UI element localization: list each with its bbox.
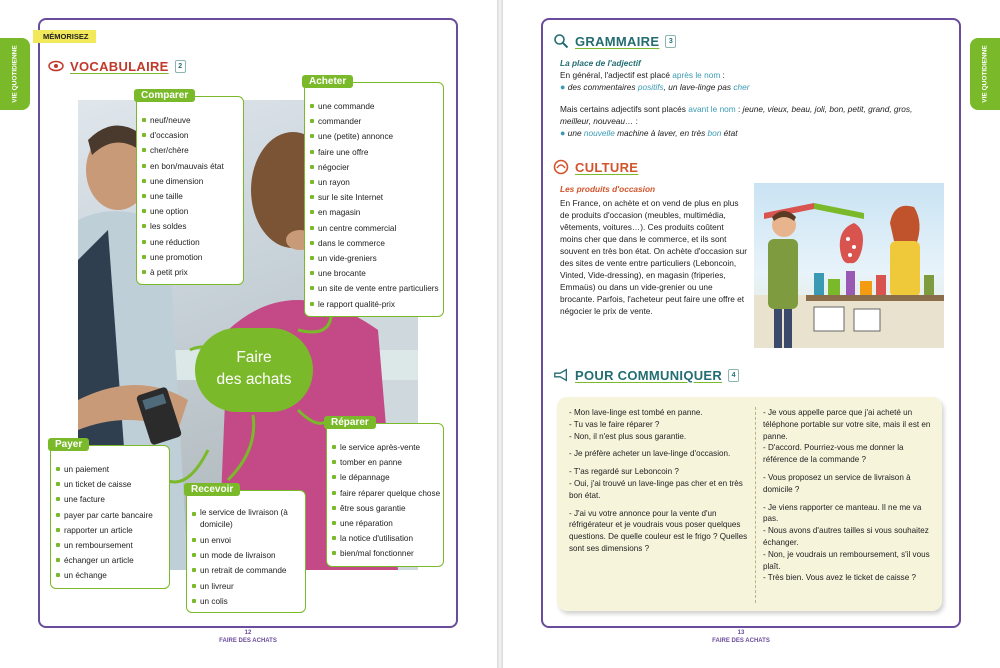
- dialogue-line: - Tu vas le faire réparer ?: [569, 419, 660, 429]
- text: une: [567, 128, 584, 138]
- dialogue-line: - Nous avons d'autres tailles si vous souhaitez échanger.: [763, 526, 929, 547]
- text: , un lave-linge pas: [663, 82, 734, 92]
- grammaire-rule-2: [560, 103, 945, 127]
- highlight: avant le nom: [688, 104, 736, 114]
- acheter-box: [304, 76, 444, 317]
- dialogue-block: [569, 466, 749, 501]
- list-item: en magasin: [310, 205, 438, 220]
- grammaire-example-1: [560, 81, 945, 93]
- comparer-box: [136, 90, 244, 285]
- list-item: une facture: [56, 492, 164, 507]
- dialogue-line: - Vous proposez un service de livraison à domicile ?: [763, 472, 911, 494]
- section-title: CULTURE: [575, 159, 639, 175]
- dialogue-block: [569, 407, 749, 442]
- page-number: 12: [244, 630, 252, 636]
- bullet-icon: ●: [560, 128, 566, 138]
- list-item: une promotion: [142, 250, 238, 265]
- box-title: Payer: [48, 438, 89, 451]
- payer-list: [56, 462, 164, 584]
- text: En général, l'adjectif est placé: [560, 70, 673, 80]
- reparer-box: [326, 417, 444, 567]
- list-item: rapporter un article: [56, 523, 164, 538]
- section-number: 2: [175, 60, 186, 73]
- grammaire-content: [560, 57, 945, 139]
- highlight: après le nom: [672, 70, 721, 80]
- footer-title: FAIRE DES ACHATS: [712, 638, 770, 644]
- section-number: 4: [728, 369, 739, 382]
- book-gutter: [497, 0, 503, 668]
- list-item: les soldes: [142, 219, 238, 234]
- culture-content: [560, 183, 748, 317]
- list-item: une réparation: [332, 516, 438, 531]
- dialogue-line: - D'accord. Pourriez-vous me donner la référence de la commande ?: [763, 443, 904, 465]
- list-item: échanger un article: [56, 553, 164, 568]
- text: des commentaires: [567, 82, 638, 92]
- list-item: tomber en panne: [332, 455, 438, 470]
- list-item: faire réparer quelque chose: [332, 486, 438, 501]
- megaphone-icon: [553, 367, 569, 383]
- list-item: négocier: [310, 160, 438, 175]
- dialogue-left-column: [569, 407, 749, 561]
- highlight: cher: [733, 82, 750, 92]
- list-item: commander: [310, 114, 438, 129]
- acheter-list: [310, 99, 438, 312]
- reparer-list: [332, 440, 441, 562]
- list-item: une (petite) annonce: [310, 129, 438, 144]
- list-item: une réduction: [142, 235, 238, 250]
- list-item: un rayon: [310, 175, 438, 190]
- section-number: 3: [665, 35, 676, 48]
- recevoir-box: [186, 484, 306, 613]
- list-item: neuf/neuve: [142, 113, 238, 128]
- dialogue-line: - Mon lave-linge est tombé en panne.: [569, 408, 703, 417]
- grammaire-heading: [553, 33, 676, 49]
- box-title: Comparer: [134, 89, 195, 102]
- grammaire-subtitle: La place de l'adjectif: [560, 58, 641, 68]
- list-item: le rapport qualité-prix: [310, 297, 438, 312]
- page-number: 13: [737, 630, 745, 636]
- culture-heading: [553, 159, 638, 175]
- culture-icon: [553, 159, 569, 175]
- list-item: d'occasion: [142, 128, 238, 143]
- adjective-list: jeune, vieux, beau, joli, bon, petit, grand, gros, meilleur, nouveau…: [560, 104, 913, 126]
- side-tab-label: VIE QUOTIDIENNE: [11, 45, 19, 103]
- dialogue-line: - Je vous appelle parce que j'ai acheté un téléphone portable sur votre site, mais il est en panne.: [763, 408, 931, 441]
- list-item: faire une offre: [310, 145, 438, 160]
- list-item: une taille: [142, 189, 238, 204]
- highlight: positifs: [637, 82, 664, 92]
- list-item: la notice d'utilisation: [332, 531, 438, 546]
- list-item: le dépannage: [332, 470, 438, 485]
- text: Mais certains adjectifs sont placés: [560, 104, 689, 114]
- highlight: bon: [707, 128, 722, 138]
- dialogue-line: - J'ai vu votre annonce pour la vente d'un réfrigérateur et je voudrais vous poser quelques questions. De quelle couleur est le frigo ? Quelles sont ses dimensions ?: [569, 508, 748, 553]
- page-footer: [681, 629, 801, 645]
- dialogue-line: - T'as regardé sur Leboncoin ?: [569, 467, 679, 477]
- list-item: une dimension: [142, 174, 238, 189]
- list-item: en bon/mauvais état: [142, 159, 238, 174]
- list-item: un envoi: [192, 533, 300, 548]
- list-item: un centre commercial: [310, 221, 438, 236]
- text: :: [720, 70, 725, 80]
- list-item: un ticket de caisse: [56, 477, 164, 492]
- box-title: Acheter: [302, 75, 353, 88]
- dialogue-block: [569, 508, 749, 555]
- highlight: nouvelle: [583, 128, 615, 138]
- grammaire-example-2: [560, 127, 945, 139]
- box-title: Recevoir: [184, 483, 240, 496]
- list-item: sur le site Internet: [310, 190, 438, 205]
- faire-des-achats-bubble: [195, 328, 313, 412]
- culture-paragraph: En France, on achète et on vend de plus en plus de produits d'occasion (meubles, multimédia, vêtements, voitures…). Ces produits coûtent moins cher que dans le commerce, et ils sont souvent en très bon état. On achète d'occasion sur des sites de vente entre particuliers (Leboncoin, Vinted, Vide-dressing), en magasin (friperies, Emmaüs) ou dans un vide-grenier ou une brocante. Parfois, l'acheteur peut faire une offre et négocier le prix de vente.: [560, 198, 747, 316]
- dialogue-panel: [557, 397, 942, 611]
- side-tab: [0, 38, 30, 110]
- dialogue-block: [763, 502, 935, 585]
- list-item: dans le commerce: [310, 236, 438, 251]
- dialogue-block: [569, 448, 749, 460]
- list-item: une option: [142, 204, 238, 219]
- list-item: payer par carte bancaire: [56, 508, 164, 523]
- side-tab-label: VIE QUOTIDIENNE: [981, 45, 989, 103]
- page-footer: [188, 629, 308, 645]
- dialogue-line: - Très bien. Vous avez le ticket de caisse ?: [763, 573, 916, 583]
- box-title: Réparer: [324, 416, 376, 429]
- list-item: cher/chère: [142, 143, 238, 158]
- bullet-icon: ●: [560, 82, 566, 92]
- list-item: un site de vente entre particuliers: [310, 281, 438, 296]
- list-item: un paiement: [56, 462, 164, 477]
- section-title: VOCABULAIRE: [70, 58, 169, 74]
- comparer-list: [142, 113, 238, 280]
- text: état: [721, 128, 738, 138]
- dialogue-line: - Non, il n'est plus sous garantie.: [569, 431, 687, 441]
- dialogue-line: - Non, je voudrais un remboursement, s'il vous plaît.: [763, 549, 930, 571]
- memorisez-label: MÉMORISEZ: [33, 30, 96, 43]
- dialogue-block: [763, 472, 935, 496]
- list-item: un livreur: [192, 579, 300, 594]
- section-title: GRAMMAIRE: [575, 33, 660, 49]
- list-item: être sous garantie: [332, 501, 438, 516]
- pour-communiquer-heading: [553, 367, 739, 383]
- section-title: POUR COMMUNIQUER: [575, 367, 723, 383]
- list-item: une commande: [310, 99, 438, 114]
- dialogue-line: - Je viens rapporter ce manteau. Il ne me va pas.: [763, 502, 922, 524]
- column-divider: [755, 407, 756, 603]
- list-item: à petit prix: [142, 265, 238, 280]
- grammaire-rule-1: [560, 69, 945, 81]
- dialogue-block: [763, 407, 935, 466]
- list-item: un colis: [192, 594, 300, 609]
- bubble-line-2: des achats: [216, 371, 292, 388]
- side-tab: [970, 38, 1000, 110]
- list-item: une brocante: [310, 266, 438, 281]
- magnifier-icon: [553, 33, 569, 49]
- eye-icon: [48, 58, 64, 74]
- list-item: bien/mal fonctionner: [332, 546, 438, 561]
- vocabulaire-heading: [48, 58, 186, 74]
- footer-title: FAIRE DES ACHATS: [219, 638, 277, 644]
- list-item: un retrait de commande: [192, 563, 300, 578]
- dialogue-line: - Oui, j'ai trouvé un lave-linge pas cher et en très bon état.: [569, 478, 743, 500]
- list-item: un vide-greniers: [310, 251, 438, 266]
- recevoir-list: [192, 507, 300, 609]
- text: :: [633, 116, 638, 126]
- text: machine à laver, en très: [614, 128, 708, 138]
- list-item: le service de livraison (à domicile): [192, 507, 300, 530]
- flea-market-drawing: [754, 183, 944, 348]
- list-item: un remboursement: [56, 538, 164, 553]
- bubble-line-1: Faire: [236, 349, 272, 366]
- text: :: [735, 104, 743, 114]
- list-item: un échange: [56, 568, 164, 583]
- brocante-illustration: [754, 183, 944, 348]
- dialogue-line: - Je préfère acheter un lave-linge d'occasion.: [569, 449, 731, 459]
- payer-box: [50, 439, 170, 589]
- list-item: un mode de livraison: [192, 548, 300, 563]
- dialogue-right-column: [763, 407, 935, 590]
- culture-subtitle: Les produits d'occasion: [560, 184, 656, 194]
- list-item: le service après-vente: [332, 440, 438, 455]
